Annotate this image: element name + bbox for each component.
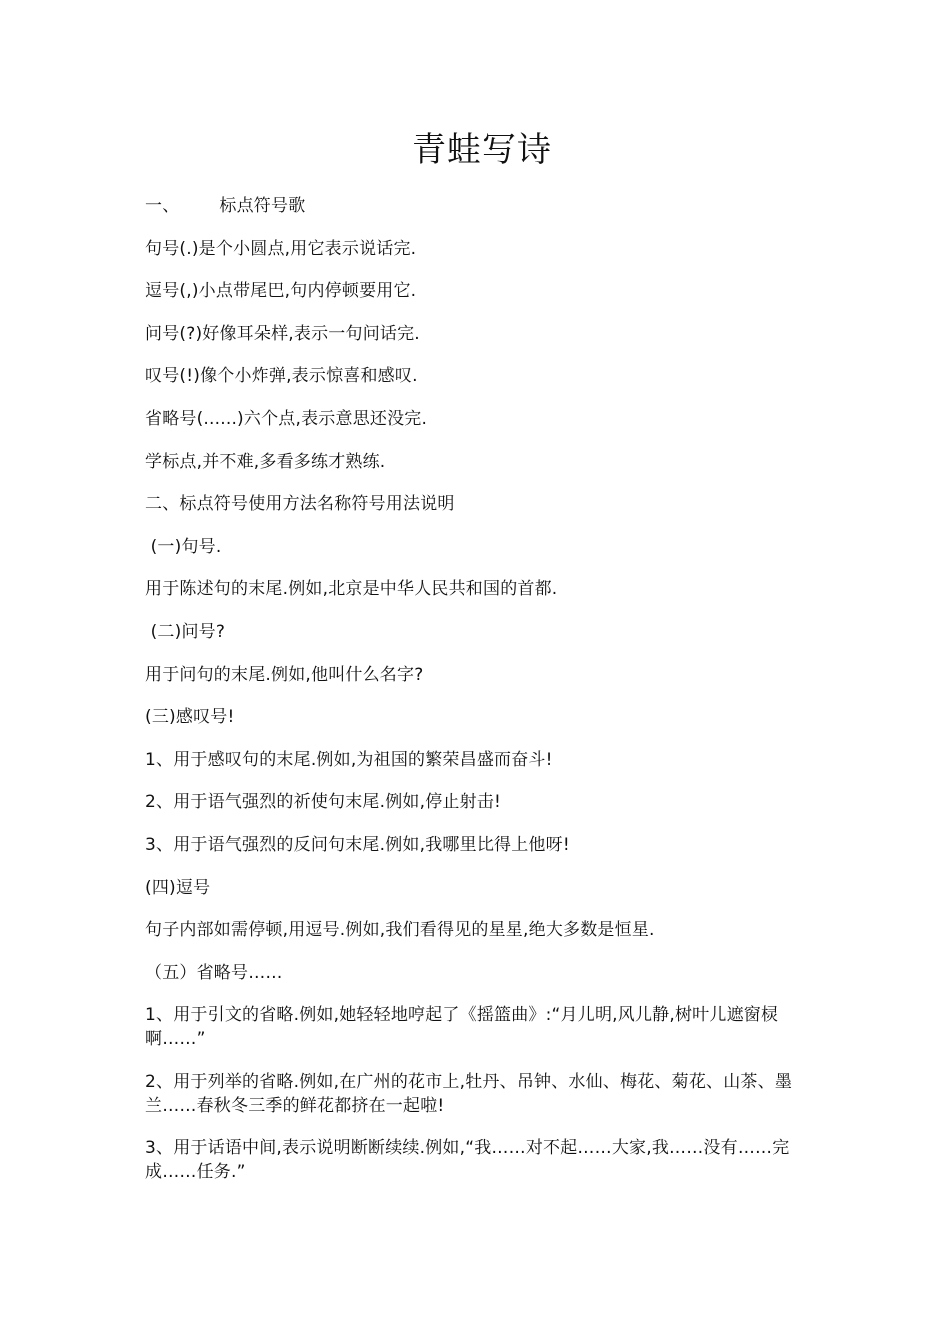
song-line: 学标点,并不难,多看多练才熟练. — [145, 451, 386, 472]
list-item: 1、用于引文的省略.例如,她轻轻地哼起了《摇篮曲》:“月儿明,风儿静,树叶儿遮窗棂啊……” — [145, 1005, 779, 1050]
list-item: 2、用于语气强烈的祈使句末尾.例如,停止射击! — [145, 792, 502, 813]
subsection-heading-comma: (四)逗号 — [145, 877, 211, 898]
section-heading-text: 标点符号歌 — [219, 196, 306, 216]
paragraph: 用于问句的末尾.例如,他叫什么名字? — [145, 664, 424, 685]
section-heading-usage: 二、标点符号使用方法名称符号用法说明 — [145, 494, 455, 515]
song-line: 问号(?)好像耳朵样,表示一句问话完. — [145, 323, 420, 344]
document-body — [145, 194, 810, 1203]
list-item: 1、用于感叹句的末尾.例如,为祖国的繁荣昌盛而奋斗! — [145, 749, 553, 770]
list-item: 2、用于列举的省略.例如,在广州的花市上,牡丹、吊钟、水仙、梅花、菊花、山茶、墨兰……春秋冬三季的鲜花都挤在一起啦! — [145, 1071, 793, 1116]
paragraph: 用于陈述句的末尾.例如,北京是中华人民共和国的首都. — [145, 579, 558, 600]
song-line: 句号(.)是个小圆点,用它表示说话完. — [145, 238, 417, 259]
song-line: 叹号(!)像个小炸弹,表示惊喜和感叹. — [145, 366, 418, 387]
document-title: 青蛙写诗 — [412, 130, 552, 170]
subsection-heading-period: (一)句号. — [145, 536, 222, 557]
paragraph: 句子内部如需停顿,用逗号.例如,我们看得见的星星,绝大多数是恒星. — [145, 920, 655, 941]
subsection-heading-ellipsis: （五）省略号…… — [145, 962, 283, 983]
subsection-heading-question-mark: (二)问号? — [145, 621, 226, 642]
section-heading-punctuation-song — [145, 194, 810, 218]
song-line: 逗号(,)小点带尾巴,句内停顿要用它. — [145, 281, 417, 302]
list-item: 3、用于话语中间,表示说明断断续续.例如,“我……对不起……大家,我……没有……完成……任务.” — [145, 1138, 790, 1183]
section-number: 一、 — [145, 196, 180, 216]
subsection-heading-exclamation-mark: (三)感叹号! — [145, 707, 235, 728]
song-line: 省略号(......)六个点,表示意思还没完. — [145, 408, 428, 429]
list-item: 3、用于语气强烈的反问句末尾.例如,我哪里比得上他呀! — [145, 834, 570, 855]
